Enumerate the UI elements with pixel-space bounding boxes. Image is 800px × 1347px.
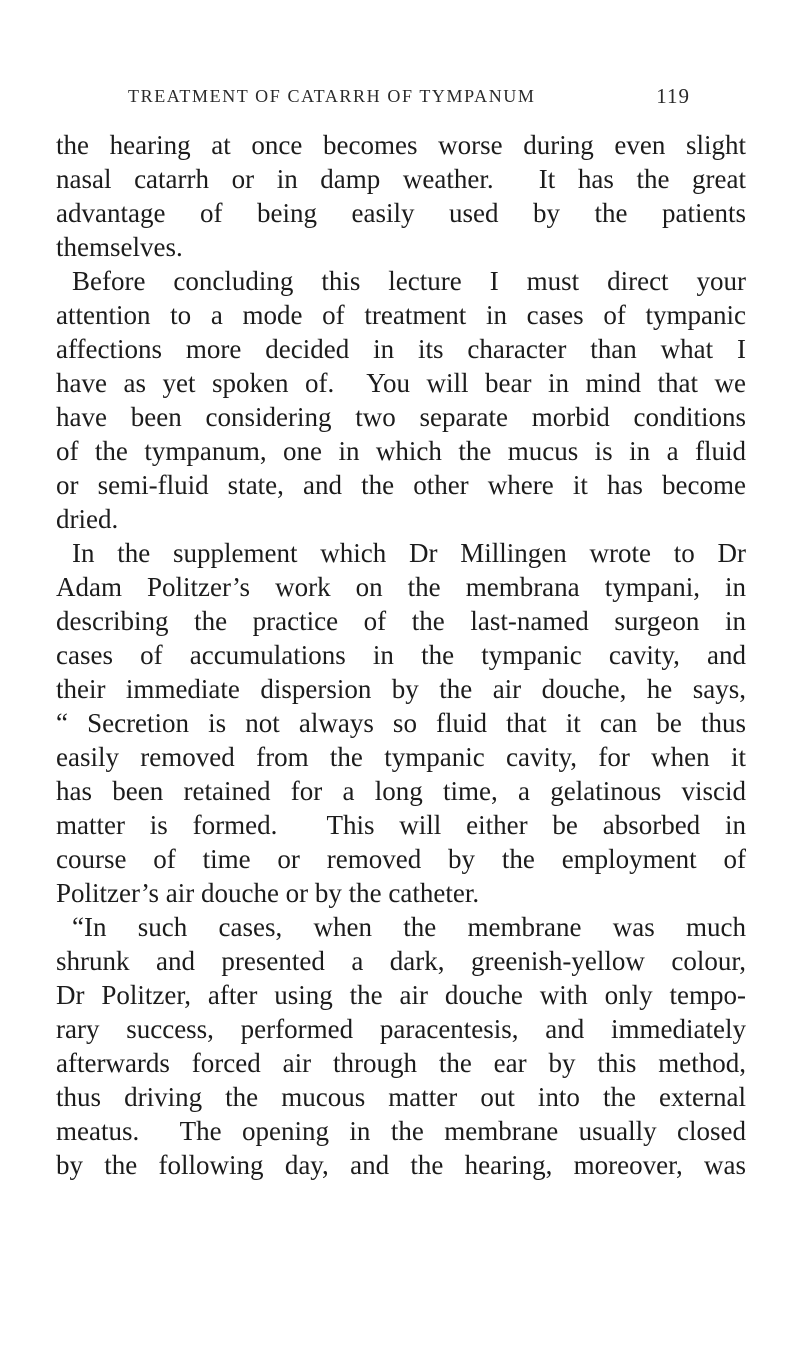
text-line: Before concluding this lecture I must direct your xyxy=(72,266,746,296)
text-line: have been considering two separate morbid conditions xyxy=(56,402,746,432)
body-text xyxy=(56,128,746,1182)
text-line: or semi-fluid state, and the other where it has become xyxy=(56,470,746,500)
text-line: rary success, performed paracentesis, and immediately xyxy=(56,1014,746,1044)
text-line: by the following day, and the hearing, moreover, was xyxy=(56,1150,746,1180)
text-line: themselves. xyxy=(56,232,183,262)
text-line: dried. xyxy=(56,504,119,534)
text-line: have as yet spoken of. You will bear in mind that we xyxy=(56,368,746,398)
text-line: describing the practice of the last-named surgeon in xyxy=(56,606,746,636)
text-line: nasal catarrh or in damp weather. It has the great xyxy=(56,164,746,194)
text-line: Dr Politzer, after using the air douche with only tempo- xyxy=(56,980,746,1010)
text-line: thus driving the mucous matter out into the external xyxy=(56,1082,746,1112)
text-line: attention to a mode of treatment in cases of tympanic xyxy=(56,300,746,330)
page-number: 119 xyxy=(656,84,690,108)
text-line: “In such cases, when the membrane was much xyxy=(72,912,746,942)
text-line: easily removed from the tympanic cavity, for when it xyxy=(56,742,746,772)
text-line: Politzer’s air douche or by the catheter. xyxy=(56,878,480,908)
text-line: cases of accumulations in the tympanic cavity, and xyxy=(56,640,746,670)
text-line: “ Secretion is not always so fluid that it can be thus xyxy=(56,708,746,738)
text-line: shrunk and presented a dark, greenish-yellow colour, xyxy=(56,946,746,976)
text-line: their immediate dispersion by the air douche, he says, xyxy=(56,674,746,704)
text-line: Adam Politzer’s work on the membrana tympani, in xyxy=(56,572,746,602)
running-head-title: TREATMENT OF CATARRH OF TYMPANUM xyxy=(128,86,536,106)
text-line: the hearing at once becomes worse during even slight xyxy=(56,130,746,160)
text-line: affections more decided in its character than what I xyxy=(56,334,746,364)
text-line: matter is formed. This will either be absorbed in xyxy=(56,810,746,840)
text-line: of the tympanum, one in which the mucus is in a fluid xyxy=(56,436,746,466)
text-line: advantage of being easily used by the patients xyxy=(56,198,746,228)
text-line: In the supplement which Dr Millingen wrote to Dr xyxy=(72,538,746,568)
running-header xyxy=(110,86,690,116)
text-line: afterwards forced air through the ear by this method, xyxy=(56,1048,746,1078)
text-line: course of time or removed by the employment of xyxy=(56,844,746,874)
text-line: has been retained for a long time, a gelatinous viscid xyxy=(56,776,746,806)
text-line: meatus. The opening in the membrane usually closed xyxy=(56,1116,746,1146)
